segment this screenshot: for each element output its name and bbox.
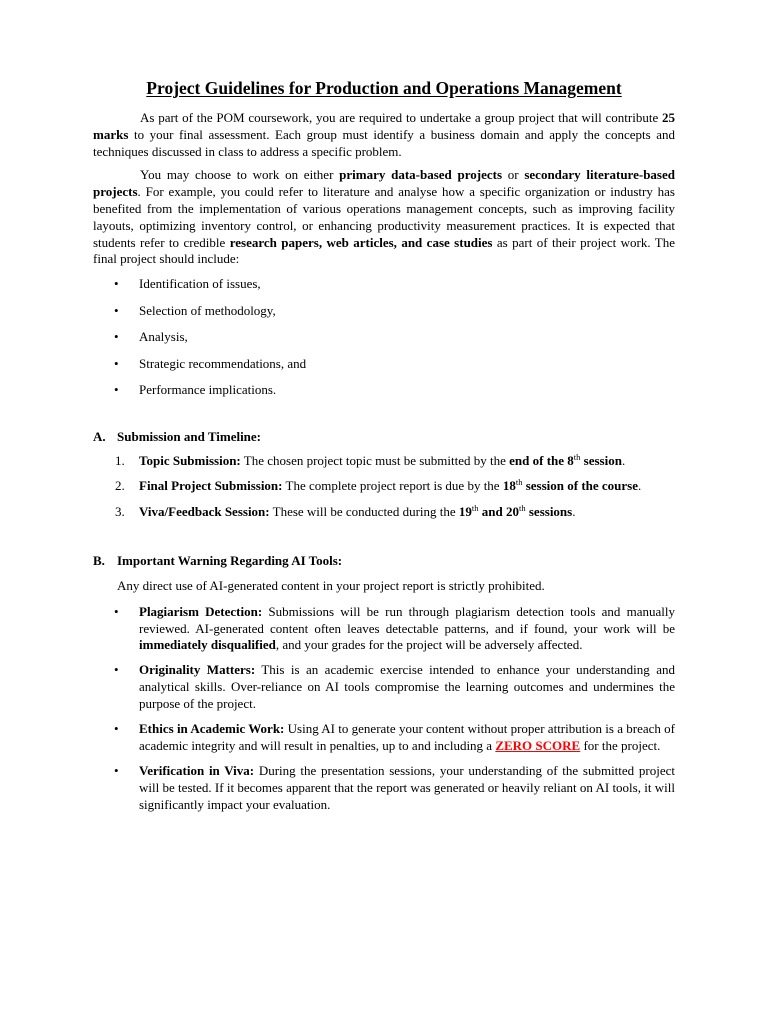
item-bold: immediately disqualified [139,637,276,653]
intro-p1-text-1: As part of the POM coursework, you are required to undertake a group project that will contribute [140,110,662,125]
timeline-item-final [115,477,675,495]
zero-score-warning: ZERO SCORE [495,738,581,754]
intro-p2-text-3: . For example, you could refer to literature and analyse how a specific organization or industry has benefited from the implementation of various operations management concepts, such as improving facility layouts, optimizing inventory control, or enhancing productivity measurement practices. It is expected that students refer to credible [93,184,675,250]
item-text: During the presentation sessions, your understanding of the submitted project will be tested. If it becomes apparent that the report was generated or heavily reliant on AI tools, it will significantly impact your evaluation. [139,762,675,812]
section-b-intro: Any direct use of AI-generated content in your project report is strictly prohibited. [117,578,545,594]
intro-p2-bold-primary: primary data-based projects [339,167,503,183]
item-label: Viva/Feedback Session: [139,503,270,519]
bullet-icon: • [114,276,119,292]
timeline-item-viva [115,502,675,521]
item-label: Final Project Submission: [139,478,283,494]
list-item [114,329,675,346]
bullet-icon: • [114,662,119,678]
timeline-list [93,453,675,521]
intro-p1-bold-marks: 25 marks [93,110,675,142]
deliverable-text: Strategic recommendations, and [139,355,307,371]
document-title: Project Guidelines for Production and Operations Management [146,78,622,98]
intro-p1-text-2: to your final assessment. Each group must identify a business domain and apply the concepts and techniques discussed in class to address a specific problem. [93,126,675,159]
item-bold: 18 [502,478,516,494]
item-text: Using AI to generate your content without proper attribution is a breach of academic integrity and will result in penalties, up to and including a [139,721,675,754]
intro-p2-text-2: or [502,167,525,183]
bullet-icon: • [114,603,119,619]
document-body [93,76,675,822]
item-label: Plagiarism Detection: [139,603,263,619]
item-text: This is an academic exercise intended to enhance your understanding and analytical skills. Over-reliance on AI tools compromise the learning outcomes and undermines the purpose of the project. [139,662,675,712]
item-text: . [572,503,576,519]
intro-paragraph-2 [93,167,675,268]
section-b-letter: B. [93,553,105,569]
item-number: 1. [115,452,125,468]
item-text: These will be conducted during the [269,503,459,519]
list-item [114,302,675,320]
warning-item-plagiarism [114,603,675,655]
timeline-item-topic [115,451,675,470]
section-b-title: Important Warning Regarding AI Tools: [117,553,343,569]
ordinal-sup: th [519,502,526,513]
ordinal-sup: th [471,502,479,513]
item-bold: and 20 [478,503,519,519]
warning-item-originality [114,662,675,713]
section-a-heading [93,428,675,445]
ordinal-sup: th [515,477,523,488]
item-label: Ethics in Academic Work: [139,721,285,737]
deliverable-text: Analysis, [139,329,188,345]
deliverable-text: Selection of methodology, [139,302,276,318]
item-label: Topic Submission: [139,452,241,468]
list-item [114,355,675,373]
deliverables-list [93,276,675,399]
item-number: 2. [115,478,125,494]
item-bold: session of the course [522,478,638,494]
bullet-icon: • [114,721,119,737]
item-bold: session [580,452,622,468]
item-bold: 19 [458,503,472,519]
intro-p2-text-4: as part of their project work. The final project should include: [93,234,675,267]
item-text: Submissions will be run through plagiarism detection tools and manually reviewed. AI-generated content often leaves detectable patterns, and if found, your work will be [139,603,675,636]
item-label: Originality Matters: [139,662,256,678]
bullet-icon: • [114,355,119,371]
intro-p2-bold-secondary: secondary literature-based projects [93,167,675,200]
section-b-heading [93,552,675,569]
list-item [114,382,675,399]
warning-item-viva [114,762,675,814]
item-text: , and your grades for the project will be adversely affected. [275,637,583,653]
item-number: 3. [115,503,125,519]
item-text: . [621,452,626,468]
section-a-title: Submission and Timeline: [117,428,262,444]
item-text: The chosen project topic must be submitted by the [240,452,510,468]
intro-paragraph-1 [93,110,675,160]
item-text: The complete project report is due by the [282,478,503,494]
item-label: Verification in Viva: [139,762,255,778]
warnings-list [93,604,675,814]
item-bold: end of the 8 [509,452,574,468]
item-text: . [638,478,642,494]
intro-p2-bold-sources: research papers, web articles, and case studies [229,234,493,250]
bullet-icon: • [114,329,119,345]
ordinal-sup: th [573,451,581,462]
bullet-icon: • [114,762,119,778]
deliverable-text: Identification of issues, [139,276,261,292]
list-item [114,276,675,293]
bullet-icon: • [114,302,119,318]
bullet-icon: • [114,382,119,398]
deliverable-text: Performance implications. [139,382,277,398]
item-text: for the project. [580,738,661,754]
section-a-letter: A. [93,428,106,444]
warning-item-ethics [114,721,675,755]
intro-p2-text-1: You may choose to work on either [140,167,340,183]
item-bold: sessions [525,503,573,519]
